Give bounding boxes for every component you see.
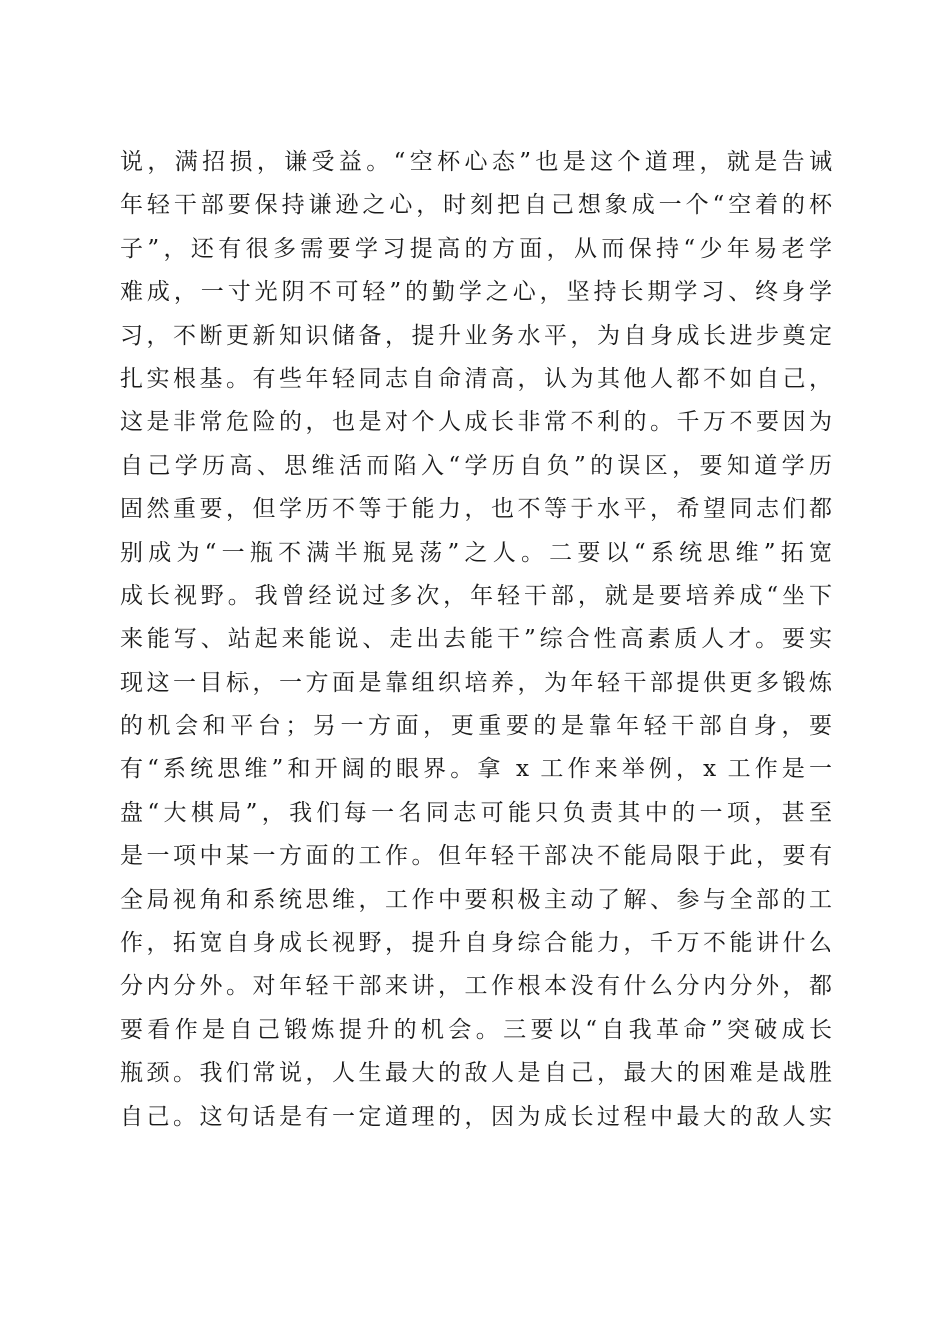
text-line: 分内分外。对年轻干部来讲，工作根本没有什么分内分外，都	[120, 973, 832, 1000]
text-line: 这是非常危险的，也是对个人成长非常不利的。千万不要因为	[120, 409, 832, 436]
text-line: 习，不断更新知识储备，提升业务水平，为自身成长进步奠定	[120, 322, 832, 349]
text-line: 说，满招损，谦受益。“空杯心态”也是这个道理，就是告诫	[120, 149, 832, 175]
text-line: 瓶颈。我们常说，人生最大的敌人是自己，最大的困难是战胜	[120, 1060, 832, 1087]
text-line: 子”，还有很多需要学习提高的方面，从而保持“少年易老学	[120, 235, 832, 262]
text-line: 现这一目标，一方面是靠组织培养，为年轻干部提供更多锻炼	[120, 669, 832, 696]
text-line: 别成为“一瓶不满半瓶晃荡”之人。二要以“系统思维”拓宽	[120, 539, 832, 566]
text-line: 作，拓宽自身成长视野，提升自身综合能力，千万不能讲什么	[120, 930, 832, 957]
text-line: 的机会和平台；另一方面，更重要的是靠年轻干部自身，要	[120, 713, 832, 740]
body-paragraph	[120, 141, 832, 1139]
text-line: 难成，一寸光阴不可轻”的勤学之心，坚持长期学习、终身学	[120, 279, 832, 306]
text-line: 扎实根基。有些年轻同志自命清高，认为其他人都不如自己，	[120, 365, 832, 392]
text-line: 盘“大棋局”，我们每一名同志可能只负责其中的一项，甚至	[120, 799, 832, 826]
text-line: 年轻干部要保持谦逊之心，时刻把自己想象成一个“空着的杯	[120, 192, 832, 219]
text-line: 成长视野。我曾经说过多次，年轻干部，就是要培养成“坐下	[120, 582, 832, 609]
text-line: 全局视角和系统思维，工作中要积极主动了解、参与全部的工	[120, 886, 832, 913]
text-line: 固然重要，但学历不等于能力，也不等于水平，希望同志们都	[120, 496, 832, 523]
text-line: 有“系统思维”和开阔的眼界。拿 x 工作来举例，x 工作是一	[120, 756, 832, 783]
text-line: 是一项中某一方面的工作。但年轻干部决不能局限于此，要有	[120, 843, 832, 870]
text-line: 要看作是自己锻炼提升的机会。三要以“自我革命”突破成长	[120, 1016, 832, 1043]
text-line: 自己。这句话是有一定道理的，因为成长过程中最大的敌人实	[120, 1103, 832, 1130]
text-line: 来能写、站起来能说、走出去能干”综合性高素质人才。要实	[120, 626, 832, 653]
text-line: 自己学历高、思维活而陷入“学历自负”的误区，要知道学历	[120, 452, 832, 479]
